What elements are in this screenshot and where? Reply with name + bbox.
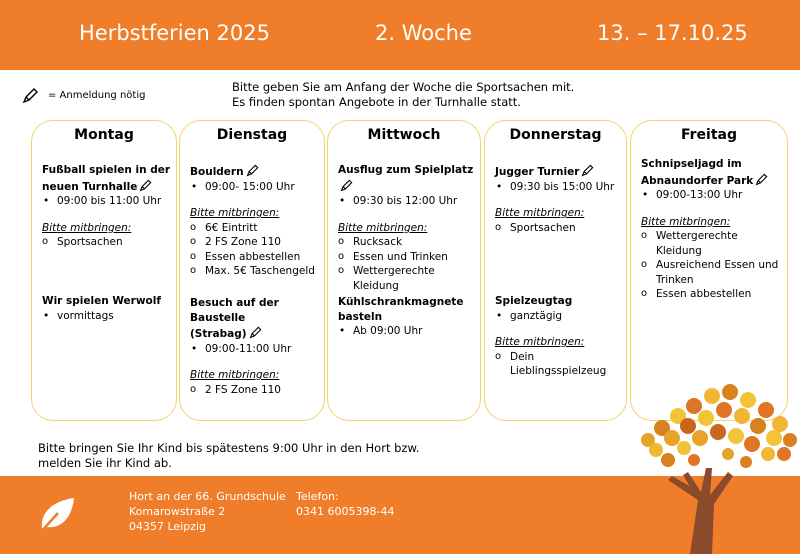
- bring-label: Bitte mitbringen:: [190, 369, 280, 381]
- activity-title: [190, 163, 320, 180]
- notice-line-1: Bitte geben Sie am Anfang der Woche die Sportsachen mit.: [232, 80, 575, 94]
- day-title: Donnerstag: [509, 127, 602, 143]
- time-item: • vormittags: [42, 309, 172, 324]
- card-body: [338, 163, 476, 293]
- time-item: • Ab 09:00 Uhr: [338, 324, 476, 339]
- pencil-icon: [22, 86, 40, 104]
- day-card-thursday: [484, 120, 627, 421]
- address-block: [129, 489, 286, 534]
- card-body: [495, 163, 622, 235]
- notice-line-2: Es finden spontan Angebote in der Turnhalle statt.: [232, 95, 521, 109]
- activity-title-line: Besuch auf der Baustelle: [190, 297, 279, 324]
- day-title: Montag: [74, 127, 134, 143]
- day-card-monday: [31, 120, 177, 421]
- card-body: [641, 157, 783, 302]
- activity-title-line: basteln: [338, 310, 383, 323]
- card-body-2: [42, 294, 172, 323]
- bring-label: Bitte mitbringen:: [42, 221, 132, 234]
- activity-title: [190, 296, 320, 342]
- phone-number: 0341 6005398-44: [296, 505, 395, 518]
- bring-label: Bitte mitbringen:: [495, 207, 585, 219]
- bring-item: o Rucksack: [338, 235, 476, 250]
- time-item: • 09:30 bis 15:00 Uhr: [495, 180, 622, 195]
- address-line-1: Hort an der 66. Grundschule: [129, 490, 286, 503]
- address-line-2: Komarowstraße 2: [129, 505, 226, 518]
- pencil-icon: [246, 163, 260, 177]
- time-item: • 09:00-11:00 Uhr: [190, 342, 320, 357]
- activity-title: Wir spielen Werwolf: [42, 295, 161, 307]
- autumn-tree-illustration: [628, 380, 800, 554]
- day-card-friday: [630, 120, 788, 421]
- header-dates: 13. – 17.10.25: [597, 21, 748, 45]
- activity-title-line: Fußball spielen in der: [42, 164, 171, 176]
- phone-label: Telefon:: [296, 490, 339, 503]
- bring-item: o Essen abbestellen: [190, 250, 320, 265]
- pencil-icon: [755, 172, 769, 186]
- bring-item: o Dein Lieblingsspielzeug: [495, 350, 622, 379]
- activity-title: [42, 163, 172, 194]
- bring-item: o Ausreichend Essen und Trinken: [641, 258, 783, 287]
- phone-block: [296, 489, 394, 519]
- activity-title: [641, 157, 783, 188]
- bring-label: Bitte mitbringen:: [338, 221, 428, 234]
- bring-item: o Essen abbestellen: [641, 287, 783, 302]
- pencil-icon: [139, 178, 153, 192]
- activity-title-line: Ausflug zum Spielplatz: [338, 164, 474, 176]
- pencil-icon: [340, 178, 354, 192]
- activity-title-line: Schnipseljagd im: [641, 158, 742, 170]
- activity-title: [338, 295, 476, 324]
- activity-title-line: neuen Turnhalle: [42, 180, 138, 193]
- day-title: Freitag: [680, 127, 738, 143]
- bring-label: Bitte mitbringen:: [641, 215, 731, 228]
- card-body: [42, 163, 172, 250]
- time-item: • 09:00 bis 11:00 Uhr: [42, 194, 172, 209]
- bring-item: o Sportsachen: [495, 221, 622, 236]
- bring-item: o Wettergerechte Kleidung: [338, 264, 476, 293]
- bring-item: o 6€ Eintritt: [190, 221, 320, 236]
- activity-title: [338, 163, 476, 194]
- bring-label: Bitte mitbringen:: [495, 336, 585, 348]
- leaf-icon: [36, 493, 78, 535]
- day-card-tuesday: [179, 120, 325, 421]
- bring-item: o Sportsachen: [42, 235, 172, 250]
- bring-item: o 2 FS Zone 110: [190, 235, 320, 250]
- pencil-icon: [249, 325, 263, 339]
- card-body-2: [338, 295, 476, 339]
- time-item: • 09:30 bis 12:00 Uhr: [338, 194, 476, 209]
- time-item: • ganztägig: [495, 309, 622, 324]
- legend: [22, 86, 145, 104]
- footer-note-line-2: melden Sie ihr Kind ab.: [38, 456, 172, 470]
- activity-title-line: (Strabag): [190, 328, 247, 340]
- header-title: Herbstferien 2025: [79, 21, 270, 45]
- activity-title-line: Jugger Turnier: [495, 166, 580, 178]
- header-banner: [0, 0, 800, 70]
- bring-item: o Essen und Trinken: [338, 250, 476, 265]
- notice: [232, 80, 574, 110]
- day-title: Mittwoch: [367, 127, 441, 143]
- card-body-2: [495, 294, 622, 379]
- bring-item: o Max. 5€ Taschengeld: [190, 264, 320, 279]
- bring-label: Bitte mitbringen:: [190, 207, 280, 219]
- activity-title-line: Abnaundorfer Park: [641, 174, 754, 187]
- bring-item: o Wettergerechte Kleidung: [641, 229, 783, 258]
- footer-note-line-1: Bitte bringen Sie Ihr Kind bis spätestens 9:00 Uhr in den Hort bzw.: [38, 441, 420, 455]
- activity-title-line: Bouldern: [190, 166, 244, 178]
- footer-note: [38, 441, 419, 471]
- card-body-2: [190, 296, 320, 397]
- activity-title-line: Kühlschrankmagnete: [338, 296, 464, 308]
- time-item: • 09:00- 15:00 Uhr: [190, 180, 320, 195]
- activity-title: Spielzeugtag: [495, 295, 573, 307]
- address-line-3: 04357 Leipzig: [129, 520, 207, 533]
- activity-title: [495, 163, 622, 180]
- header-week: 2. Woche: [375, 21, 472, 45]
- bring-item: o 2 FS Zone 110: [190, 383, 320, 398]
- time-item: • 09:00-13:00 Uhr: [641, 188, 783, 203]
- day-card-wednesday: [327, 120, 481, 421]
- day-title: Dienstag: [216, 127, 288, 143]
- card-body: [190, 163, 320, 279]
- pencil-icon: [581, 163, 595, 177]
- legend-text: = Anmeldung nötig: [48, 89, 146, 101]
